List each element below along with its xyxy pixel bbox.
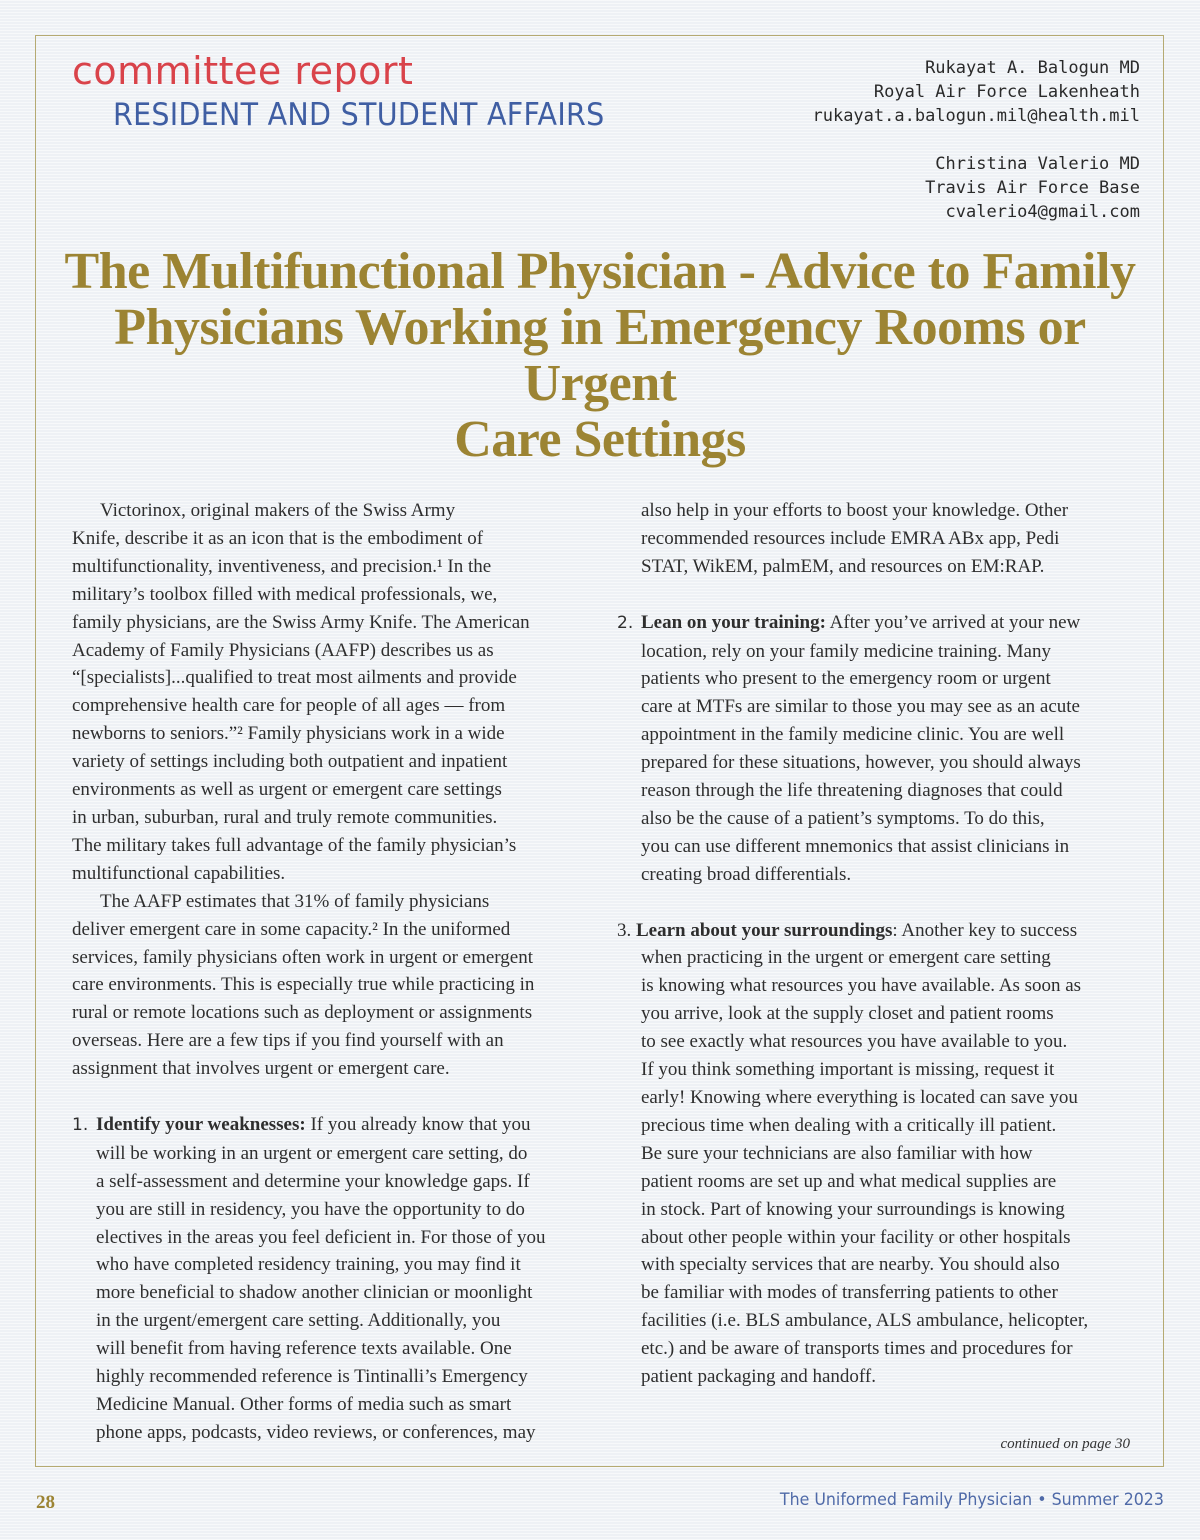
text-line: creating broad differentials. [641,863,852,885]
text-line: precious time when dealing with a critically ill patient. [641,1114,1057,1136]
left-column [72,497,602,1447]
item-number: 1. [72,1114,89,1135]
text-line: patient packaging and handoff. [641,1366,876,1388]
author-block [812,56,1140,128]
continued-item-text [617,497,1147,581]
text-line: newborns to seniors.”² Family physicians work in a wide [72,723,505,745]
text-line: appointment in the family medicine clinic. You are well [641,724,1065,746]
text-line: Medicine Manual. Other forms of media such as smart [96,1393,512,1415]
item-first-line [617,609,1147,638]
text-line: reason through the life threatening diagnoses that could [641,780,1063,802]
title-line: Physicians Working in Emergency Rooms or Urgent [114,299,1086,412]
text-line: multifunctionality, inventiveness, and precision.¹ In the [72,555,492,577]
text-line: family physicians, are the Swiss Army Knife. The American [72,611,530,633]
text-line: early! Knowing where everything is located can save you [641,1087,1078,1108]
text-line: deliver emergent care in some capacity.² In the uniformed [72,918,511,940]
body-paragraph [72,888,602,1083]
numbered-item [617,917,1147,1391]
right-column [617,497,1147,1391]
author-affiliation: Royal Air Force Lakenheath [873,82,1140,102]
text-line: to see exactly what resources you have available to you. [641,1031,1068,1053]
text-line: in the urgent/emergent care setting. Additionally, you [96,1310,501,1332]
text-line: After you’ve arrived at your new [825,611,1081,633]
section-title: RESIDENT AND STUDENT AFFAIRS [113,97,605,133]
committee-label: committee report [72,49,414,93]
text-line: The AAFP estimates that 31% of family physicians [100,890,490,912]
text-line: Academy of Family Physicians (AAFP) describes us as [72,639,494,661]
text-line: also be the cause of a patient’s symptoms. To do this, [641,807,1045,829]
article-title [60,244,1140,468]
text-line: location, rely on your family medicine training. Many [641,640,1051,662]
text-line: phone apps, podcasts, video reviews, or conferences, may [96,1421,536,1443]
text-line: prepared for these situations, however, you should always [641,752,1081,774]
text-line: care environments. This is especially true while practicing in [72,974,535,996]
item-first-line [617,917,1147,945]
title-line: Care Settings [454,411,746,468]
text-line: “[specialists]...qualified to treat most ailments and provide [72,667,517,689]
item-number: 2. [617,612,634,633]
text-line: will benefit from having reference texts available. One [96,1338,512,1360]
text-line: who have completed residency training, you may find it [96,1254,521,1276]
text-line: patients who present to the emergency room or urgent [641,668,1051,690]
item-heading: Identify your weaknesses: [96,1113,306,1135]
text-line: more beneficial to shadow another clinician or moonlight [96,1282,533,1304]
text-line: about other people within your facility or other hospitals [641,1226,1071,1248]
text-line: If you already know that you [305,1113,531,1135]
title-line: The Multifunctional Physician - Advice to Family [64,243,1136,300]
item-number: 3. [617,919,632,941]
text-line: patient rooms are set up and what medical supplies are [641,1170,1057,1192]
author-list [812,56,1140,224]
text-line: facilities (i.e. BLS ambulance, ALS ambulance, helicopter, [641,1310,1089,1332]
text-line: care at MTFs are similar to those you may see as an acute [641,696,1080,718]
text-line: military’s toolbox filled with medical professionals, we, [72,583,498,605]
author-email[interactable]: cvalerio4@gmail.com [945,202,1140,222]
text-line: variety of settings including both outpatient and inpatient [72,751,508,773]
page-number: 28 [36,1492,55,1513]
text-line: with specialty services that are nearby. You should also [641,1254,1060,1276]
text-line: multifunctional capabilities. [72,862,286,884]
text-line: Victorinox, original makers of the Swiss Army [100,500,456,521]
text-line: is knowing what resources you have available. As soon as [641,975,1082,997]
text-line: also help in your efforts to boost your knowledge. Other [641,500,1069,521]
text-line: STAT, WikEM, palmEM, and resources on EM:RAP. [641,555,1045,577]
author-block [812,152,1140,224]
item-heading: Lean on your training: [641,611,826,633]
numbered-item [72,1111,602,1447]
text-line: Be sure your technicians are also familiar with how [641,1142,1033,1164]
author-name: Rukayat A. Balogun MD [925,58,1140,78]
text-line: you arrive, look at the supply closet and patient rooms [641,1003,1054,1025]
text-line: services, family physicians often work in urgent or emergent [72,946,533,968]
text-line: rural or remote locations such as deployment or assignments [72,1002,533,1024]
text-line: in urban, suburban, rural and truly remote communities. [72,806,498,828]
text-line: assignment that involves urgent or emergent care. [72,1058,450,1080]
text-line: a self-assessment and determine your knowledge gaps. If [96,1170,530,1192]
text-line: etc.) and be aware of transports times and procedures for [641,1338,1073,1360]
item-first-line [72,1111,602,1140]
author-name: Christina Valerio MD [935,154,1140,174]
publication-footer: The Uniformed Family Physician • Summer 2023 [779,1490,1164,1510]
text-line: The military takes full advantage of the family physician’s [72,834,517,856]
text-line: in stock. Part of knowing your surroundings is knowing [641,1198,1065,1220]
text-line: comprehensive health care for people of all ages — from [72,695,506,717]
continued-note[interactable]: continued on page 30 [1000,1436,1130,1452]
text-line: environments as well as urgent or emergent care settings [72,779,502,801]
text-line: electives in the areas you feel deficient in. For those of you [96,1226,546,1248]
text-line: you can use different mnemonics that assist clinicians in [641,835,1070,857]
text-line: will be working in an urgent or emergent care setting, do [96,1142,528,1164]
numbered-item [617,609,1147,889]
text-line: overseas. Here are a few tips if you find yourself with an [72,1030,504,1052]
text-line: If you think something important is missing, request it [641,1059,1055,1081]
author-email[interactable]: rukayat.a.balogun.mil@health.mil [812,106,1140,126]
text-line: Knife, describe it as an icon that is the embodiment of [72,527,484,549]
author-affiliation: Travis Air Force Base [925,178,1140,198]
text-line: when practicing in the urgent or emergent care setting [641,947,1051,969]
body-paragraph [72,497,602,888]
text-line: you are still in residency, you have the opportunity to do [96,1198,525,1220]
text-line: recommended resources include EMRA ABx app, Pedi [641,527,1060,549]
text-line: highly recommended reference is Tintinalli’s Emergency [96,1366,528,1388]
text-line: be familiar with modes of transferring patients to other [641,1282,1058,1304]
item-heading: Learn about your surroundings [636,919,893,941]
text-line: : Another key to success [892,919,1078,941]
